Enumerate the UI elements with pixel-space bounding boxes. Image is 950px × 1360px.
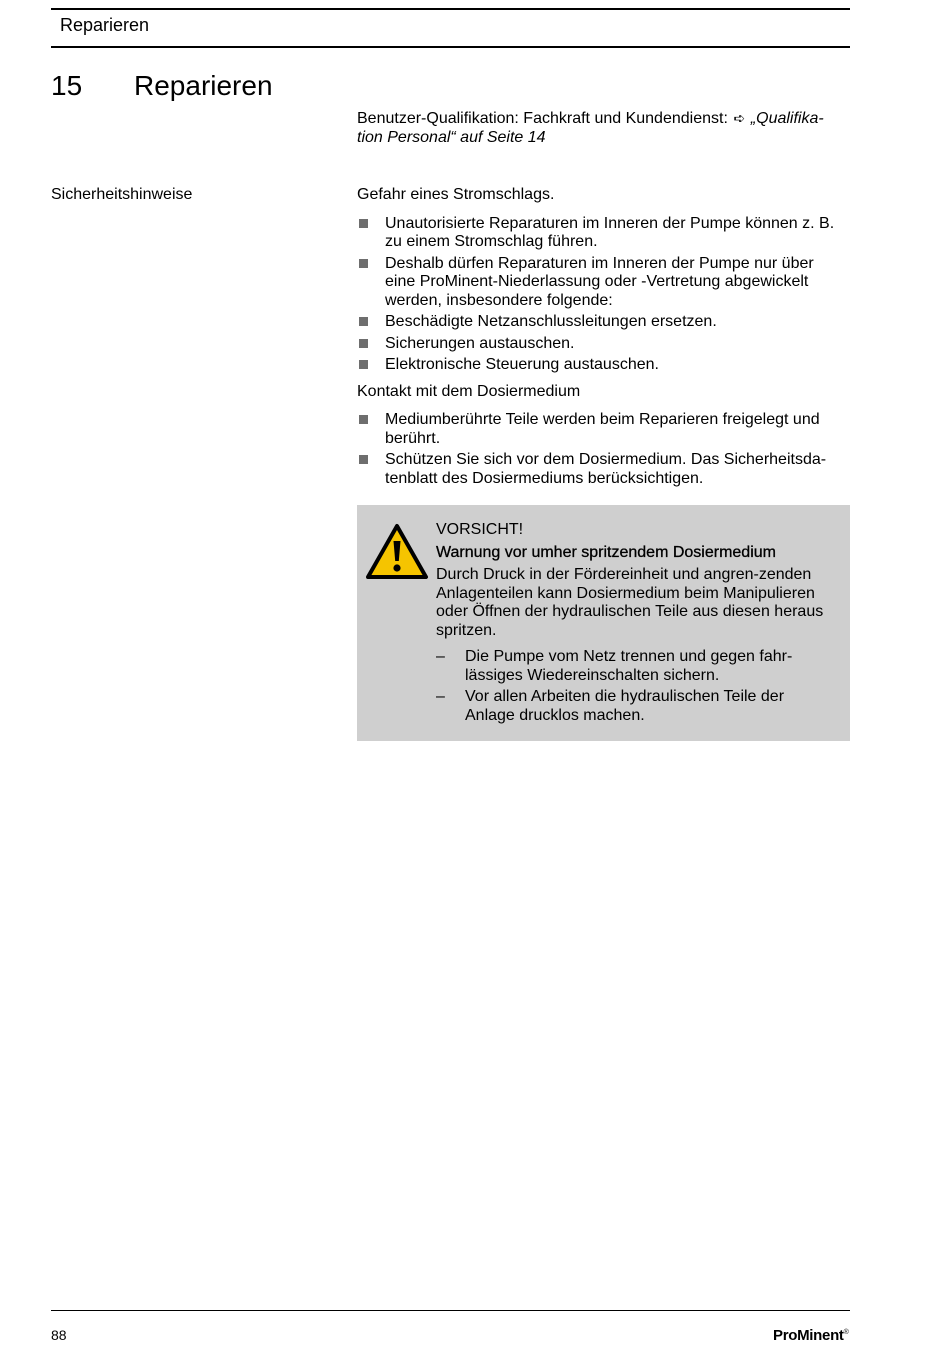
hazard-title: Warnung vor umher spritzendem Dosiermedium [436,543,776,561]
medium-contact-intro: Kontakt mit dem Dosiermedium [357,382,581,400]
running-header-title: Reparieren [60,15,150,35]
footer-rule [51,1310,850,1311]
square-bullet-icon [359,219,368,228]
square-bullet-icon [359,455,368,464]
electric-shock-intro: Gefahr eines Stromschlags. [357,186,555,203]
list-item: Unautorisierte Reparaturen im Inneren der Pumpe können z. B. zu einem Stromschlag führen. [357,215,847,252]
list-item: Deshalb dürfen Reparaturen im Inneren der Pumpe nur über eine ProMinent-Niederlassung oder -Vertretung abgewickelt werden, insbesondere folgende: [357,255,847,311]
cross-reference-icon: ➪ [733,110,746,126]
list-item: Elektronische Steuerung austauschen. [357,356,847,375]
square-bullet-icon [359,339,368,348]
registered-mark: ® [843,1329,849,1336]
list-item: Schützen Sie sich vor dem Dosiermedium. Das Sicherheitsda-tenblatt des Dosiermediums berücksichtigen. [357,451,847,488]
square-bullet-icon [359,360,368,369]
square-bullet-icon [359,415,368,424]
side-heading-safety: Sicherheitshinweise [51,186,193,203]
list-item: Sicherungen austauschen. [357,335,847,354]
warning-triangle-icon [365,523,429,581]
list-item: – Vor allen Arbeiten die hydraulischen Teile der Anlage drucklos machen. [436,688,785,724]
header-top-rule [51,8,850,10]
caution-actions [436,648,826,725]
caution-box [357,505,850,741]
electric-shock-list [357,215,847,375]
brand-name: ProMinent [773,1327,844,1344]
safety-content [357,186,847,496]
brand-logo [773,1327,849,1344]
qualification-link[interactable]: „Qualifika-tion Personal“ auf Seite 14 [357,110,824,146]
list-item: Beschädigte Netzanschlussleitungen ersetzen. [357,313,847,332]
signal-word: VORSICHT! [436,521,524,538]
medium-contact-list [357,411,847,488]
list-item: Mediumberührte Teile werden beim Reparieren freigelegt und berührt. [357,411,847,448]
dash-bullet: – [436,648,445,665]
square-bullet-icon [359,317,368,326]
hazard-description: Durch Druck in der Fördereinheit und angren-zenden Anlagenteilen kann Dosiermedium beim Manipulieren oder Öffnen der hydraulischen Teile aus diesen heraus spritzen. [436,566,824,639]
caution-text [436,521,826,728]
dash-bullet: – [436,688,445,705]
list-item: – Die Pumpe vom Netz trennen und gegen fahr-lässiges Wiedereinschalten sichern. [436,648,793,684]
chapter-number: 15 [51,70,83,101]
qualification-text: Benutzer-Qualifikation: Fachkraft und Kundendienst: [357,110,728,127]
header-bottom-rule [51,46,850,48]
chapter-title: Reparieren [134,70,273,101]
square-bullet-icon [359,259,368,268]
user-qualification [357,109,847,147]
page-number: 88 [51,1327,67,1343]
